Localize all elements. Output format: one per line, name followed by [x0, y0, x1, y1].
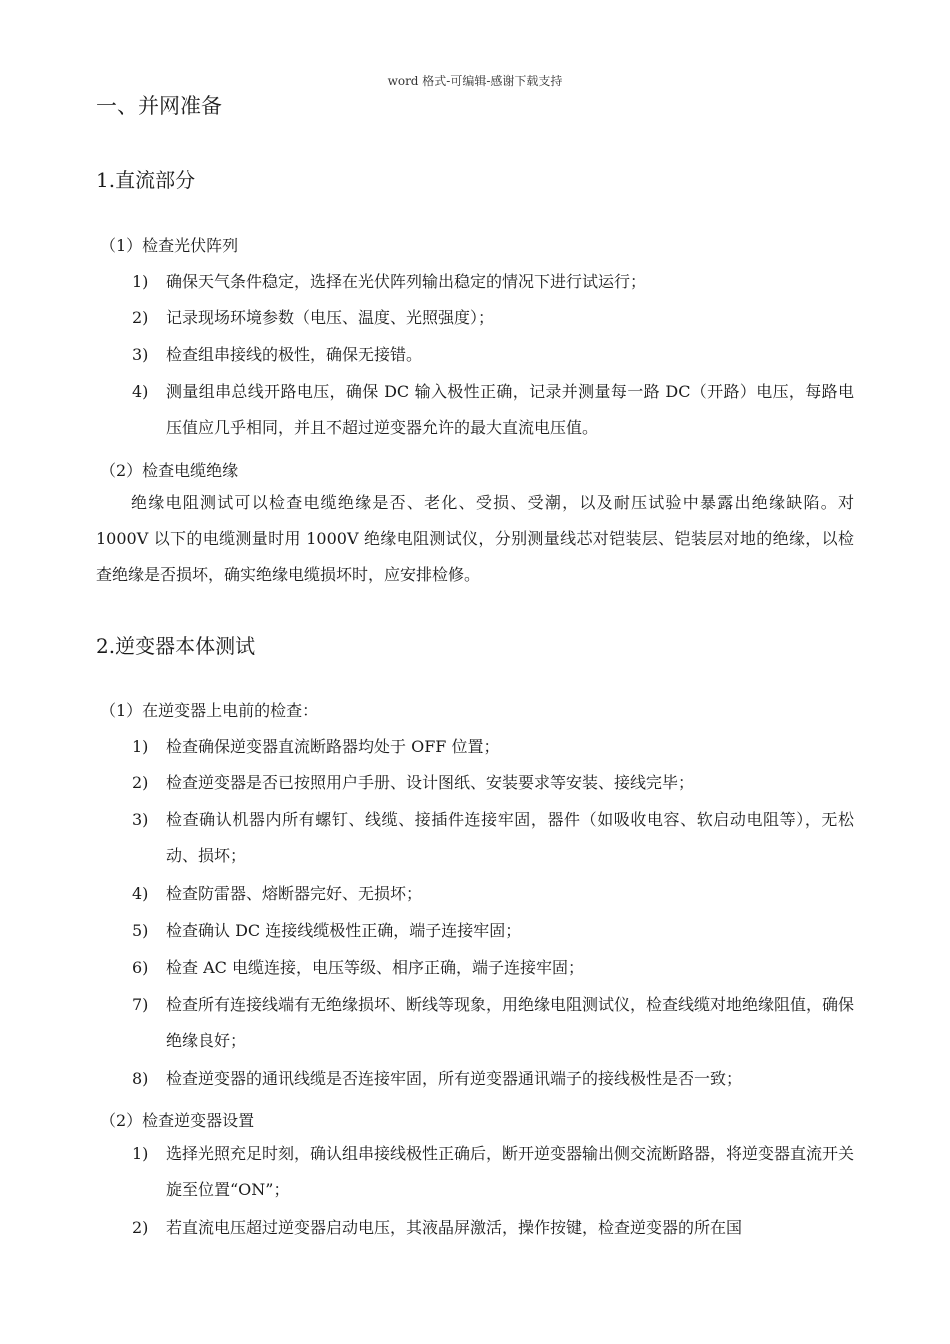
list-item	[132, 1061, 854, 1097]
item-text: 测量组串总线开路电压，确保 DC 输入极性正确，记录并测量每一路 DC（开路）电压，每路电压值应几乎相同，并且不超过逆变器允许的最大直流电压值。	[166, 382, 854, 437]
item-text: 检查逆变器的通讯线缆是否连接牢固，所有逆变器通讯端子的接线极性是否一致；	[166, 1069, 743, 1088]
item-text: 检查所有连接线端有无绝缘损坏、断线等现象，用绝缘电阻测试仪，检查线缆对地绝缘阻值，确保绝缘良好；	[166, 995, 855, 1050]
item-text: 若直流电压超过逆变器启动电压，其液晶屏激活，操作按键，检查逆变器的所在国	[166, 1218, 743, 1237]
item-text: 检查组串接线的极性，确保无接错。	[166, 345, 423, 364]
item-number: 1)	[132, 1144, 149, 1163]
dc-section-title: 1.直流部分	[96, 168, 196, 192]
item-text: 检查防雷器、熔断器完好、无损坏；	[166, 884, 423, 903]
item-text: 选择光照充足时刻，确认组串接线极性正确后，断开逆变器输出侧交流断路器，将逆变器直流开关旋至位置“ON”；	[166, 1144, 855, 1199]
list-item	[132, 876, 854, 912]
item-number: 5)	[132, 921, 149, 940]
section-title: 一、并网准备	[96, 94, 222, 118]
list-item	[132, 300, 854, 336]
list-item	[132, 264, 854, 300]
item-number: 6)	[132, 958, 149, 977]
item-number: 1)	[132, 737, 149, 756]
item-number: 3)	[132, 810, 149, 829]
list-item	[132, 765, 854, 801]
list-item	[132, 337, 854, 373]
item-text: 记录现场环境参数（电压、温度、光照强度）；	[166, 308, 495, 327]
list-item	[132, 374, 854, 446]
item-number: 1)	[132, 272, 149, 291]
item-number: 2)	[132, 1218, 149, 1237]
list-item	[132, 913, 854, 949]
list-item	[132, 1210, 854, 1246]
item-text: 检查确认机器内所有螺钉、线缆、接插件连接牢固，器件（如吸收电容、软启动电阻等），无松动、损坏；	[166, 810, 854, 865]
item-text: 确保天气条件稳定，选择在光伏阵列输出稳定的情况下进行试运行；	[166, 272, 647, 291]
list-item	[132, 729, 854, 765]
item-text: 检查 AC 电缆连接，电压等级、相序正确，端子连接牢固；	[166, 958, 584, 977]
list-item	[132, 950, 854, 986]
pv-array-heading: （1）检查光伏阵列	[100, 236, 239, 255]
item-number: 8)	[132, 1069, 149, 1088]
inverter-section-title: 2.逆变器本体测试	[96, 634, 256, 658]
cable-insulation-heading: （2）检查电缆绝缘	[100, 461, 239, 480]
list-item	[132, 987, 854, 1059]
pre-power-check-heading: （1）在逆变器上电前的检查：	[100, 701, 319, 720]
item-number: 2)	[132, 773, 149, 792]
item-number: 2)	[132, 308, 149, 327]
page-header: word 格式-可编辑-感谢下载支持	[387, 74, 563, 88]
inverter-settings-heading: （2）检查逆变器设置	[100, 1111, 255, 1130]
item-text: 检查逆变器是否已按照用户手册、设计图纸、安装要求等安装、接线完毕；	[166, 773, 695, 792]
list-item	[132, 802, 854, 874]
item-number: 4)	[132, 884, 149, 903]
cable-insulation-paragraph: 绝缘电阻测试可以检查电缆绝缘是否、老化、受损、受潮，以及耐压试验中暴露出绝缘缺陷。对 1000V 以下的电缆测量时用 1000V 绝缘电阻测试仪，分别测量线芯对铠装层、铠装层对地的绝缘，以检查绝缘是否损坏，确实绝缘电缆损坏时，应安排检修。	[96, 493, 854, 584]
item-text: 检查确保逆变器直流断路器均处于 OFF 位置；	[166, 737, 500, 756]
item-number: 3)	[132, 345, 149, 364]
item-number: 7)	[132, 995, 149, 1014]
item-number: 4)	[132, 382, 149, 401]
list-item	[132, 1136, 854, 1208]
item-text: 检查确认 DC 连接线缆极性正确，端子连接牢固；	[166, 921, 522, 940]
